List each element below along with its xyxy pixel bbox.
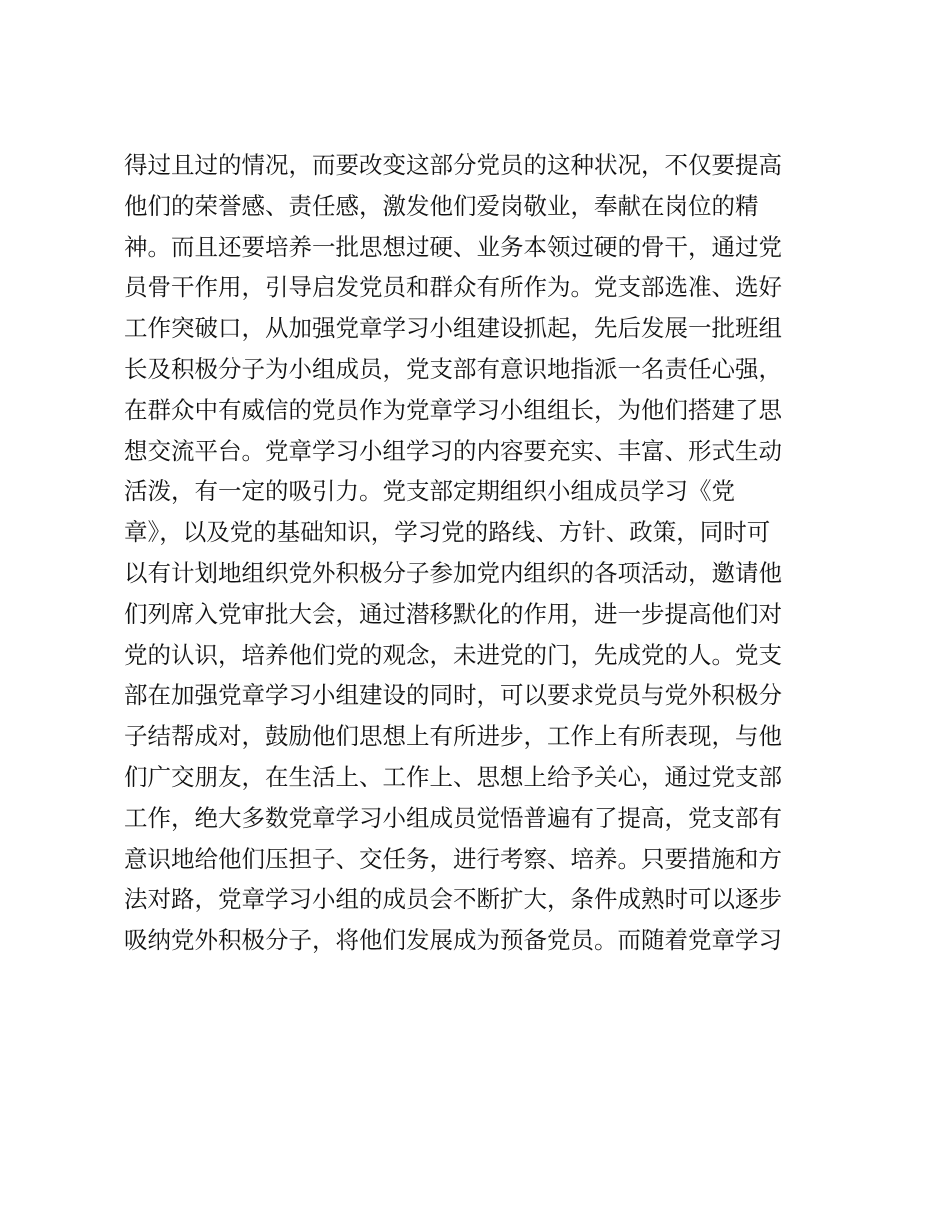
text-line: 神。而且还要培养一批思想过硬、业务本领过硬的骨干，通过党 — [124, 232, 782, 261]
text-line: 吸纳党外积极分子，将他们发展成为预备党员。而随着党章学习 — [124, 926, 782, 955]
text-line: 工作，绝大多数党章学习小组成员觉悟普遍有了提高，党支部有 — [124, 803, 782, 832]
text-line: 部在加强党章学习小组建设的同时，可以要求党员与党外积极分 — [124, 681, 782, 710]
text-line: 子结帮成对，鼓励他们思想上有所进步，工作上有所表现，与他 — [124, 722, 782, 751]
text-line: 党的认识，培养他们党的观念，未进党的门，先成党的人。党支 — [124, 640, 782, 669]
text-line: 以有计划地组织党外积极分子参加党内组织的各项活动，邀请他 — [124, 558, 782, 587]
text-line: 他们的荣誉感、责任感，激发他们爱岗敬业，奉献在岗位的精 — [124, 191, 759, 220]
text-line: 们广交朋友，在生活上、工作上、思想上给予关心，通过党支部 — [124, 762, 782, 791]
text-line: 工作突破口，从加强党章学习小组建设抓起，先后发展一批班组 — [124, 314, 782, 343]
text-line: 员骨干作用，引导启发党员和群众有所作为。党支部选准、选好 — [124, 273, 782, 302]
text-line: 章》，以及党的基础知识，学习党的路线、方针、政策，同时可 — [124, 518, 771, 547]
text-line: 得过且过的情况，而要改变这部分党员的这种状况，不仅要提高 — [124, 151, 782, 179]
body-paragraph — [124, 145, 834, 961]
text-line: 长及积极分子为小组成员，党支部有意识地指派一名责任心强， — [124, 354, 782, 383]
text-line: 活泼，有一定的吸引力。党支部定期组织小组成员学习《党 — [124, 477, 735, 506]
text-line: 想交流平台。党章学习小组学习的内容要充实、丰富、形式生动 — [124, 436, 782, 465]
text-line: 意识地给他们压担子、交任务，进行考察、培养。只要措施和方 — [124, 844, 782, 873]
text-line: 们列席入党审批大会，通过潜移默化的作用，进一步提高他们对 — [124, 599, 782, 628]
text-line: 法对路，党章学习小组的成员会不断扩大，条件成熟时可以逐步 — [124, 885, 782, 914]
text-line: 在群众中有威信的党员作为党章学习小组组长，为他们搭建了思 — [124, 395, 782, 424]
